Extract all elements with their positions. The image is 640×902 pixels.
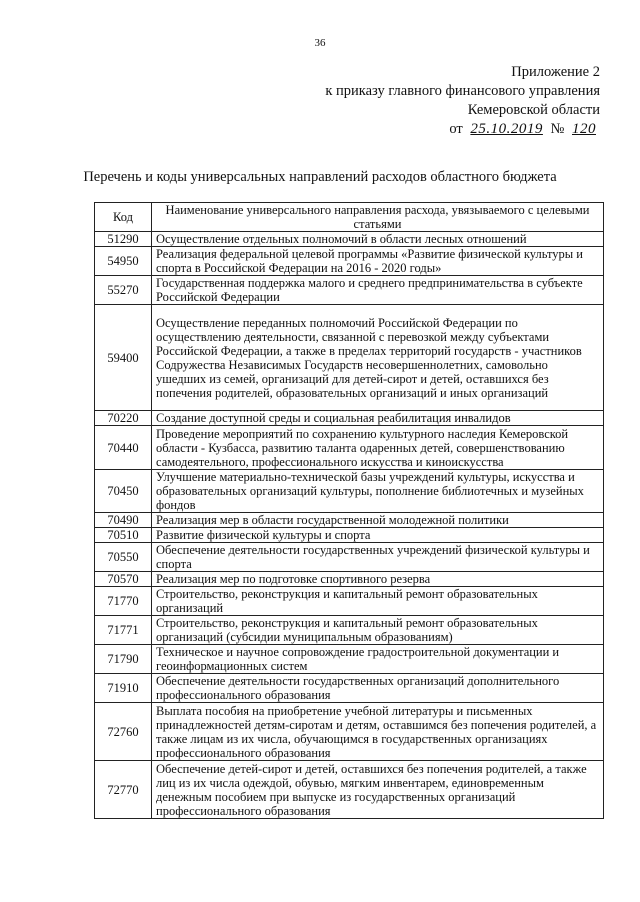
table-row <box>95 761 604 819</box>
row-name: Реализация мер по подготовке спортивного резерва <box>152 572 604 587</box>
row-name: Строительство, реконструкция и капитальный ремонт образовательных организаций <box>152 587 604 616</box>
row-code: 72760 <box>95 703 152 761</box>
row-name: Выплата пособия на приобретение учебной литературы и письменных принадлежностей детям-сиротам и детям, оставшимся без попечения родителей, а также лицам из их числа, обучающимся в государственных организациях профессионального образования <box>152 703 604 761</box>
table-row <box>95 645 604 674</box>
row-name: Осуществление переданных полномочий Российской Федерации по осуществлению деятельности, связанной с перевозкой между субъектами Российской Федерации, а также в пределах территорий государств - участников Содружества Независимых Государств несовершеннолетних, самовольно ушедших из семей, организаций для детей-сирот и детей, оставшихся без попечения родителей, образовательных организаций и иных организаций <box>152 305 604 411</box>
table-row <box>95 543 604 572</box>
table-row <box>95 674 604 703</box>
table-body <box>95 232 604 819</box>
table-row <box>95 616 604 645</box>
row-code: 70220 <box>95 411 152 426</box>
row-code: 71910 <box>95 674 152 703</box>
row-code: 70510 <box>95 528 152 543</box>
handwritten-number: 120 <box>572 121 596 137</box>
table-header-row <box>95 203 604 232</box>
row-name: Техническое и научное сопровождение градостроительной документации и геоинформационных систем <box>152 645 604 674</box>
row-name: Обеспечение деятельности государственных организаций дополнительного профессионального образования <box>152 674 604 703</box>
row-name: Развитие физической культуры и спорта <box>152 528 604 543</box>
appendix-order-line: к приказу главного финансового управления <box>325 83 600 99</box>
row-code: 54950 <box>95 247 152 276</box>
appendix-header <box>240 63 600 139</box>
row-code: 71770 <box>95 587 152 616</box>
row-code: 71790 <box>95 645 152 674</box>
table-row <box>95 426 604 470</box>
row-name: Создание доступной среды и социальная реабилитация инвалидов <box>152 411 604 426</box>
codes-table <box>94 202 604 819</box>
table-row <box>95 411 604 426</box>
row-code: 72770 <box>95 761 152 819</box>
row-name: Улучшение материально-технической базы учреждений культуры, искусства и образовательных организаций культуры, пополнение библиотечных и музейных фондов <box>152 470 604 513</box>
handwritten-date: 25.10.2019 <box>470 121 543 137</box>
row-name: Проведение мероприятий по сохранению культурного наследия Кемеровской области - Кузбасса, развитию таланта одаренных детей, совершенствованию самодеятельного, профессионального искусства и киноискусства <box>152 426 604 470</box>
appendix-date-line <box>240 120 600 139</box>
table-row <box>95 572 604 587</box>
row-code: 70570 <box>95 572 152 587</box>
appendix-title: Приложение 2 <box>511 64 600 80</box>
row-code: 59400 <box>95 305 152 411</box>
appendix-region-line: Кемеровской области <box>467 102 600 118</box>
table-row <box>95 587 604 616</box>
table-row <box>95 703 604 761</box>
row-name: Реализация мер в области государственной молодежной политики <box>152 513 604 528</box>
row-name: Строительство, реконструкция и капитальный ремонт образовательных организаций (субсидии муниципальным образованиям) <box>152 616 604 645</box>
table-row <box>95 470 604 513</box>
row-code: 55270 <box>95 276 152 305</box>
table-row <box>95 247 604 276</box>
row-name: Осуществление отдельных полномочий в области лесных отношений <box>152 232 604 247</box>
header-code: Код <box>95 203 152 232</box>
table-row <box>95 305 604 411</box>
row-code: 51290 <box>95 232 152 247</box>
row-name: Реализация федеральной целевой программы «Развитие физической культуры и спорта в Российской Федерации на 2016 - 2020 годы» <box>152 247 604 276</box>
table-row <box>95 528 604 543</box>
row-code: 70450 <box>95 470 152 513</box>
header-name: Наименование универсального направления расхода, увязываемого с целевыми статьями <box>152 203 604 232</box>
row-name: Обеспечение деятельности государственных учреждений физической культуры и спорта <box>152 543 604 572</box>
document-title: Перечень и коды универсальных направлений расходов областного бюджета <box>83 169 557 185</box>
row-code: 70490 <box>95 513 152 528</box>
row-code: 70550 <box>95 543 152 572</box>
table-row <box>95 513 604 528</box>
number-prefix: № <box>550 121 565 137</box>
date-prefix: от <box>449 121 463 137</box>
row-code: 71771 <box>95 616 152 645</box>
row-name: Государственная поддержка малого и среднего предпринимательства в субъекте Российской Федерации <box>152 276 604 305</box>
row-name: Обеспечение детей-сирот и детей, оставшихся без попечения родителей, а также лиц из их числа одеждой, обувью, мягким инвентарем, единовременным денежным пособием при выпуске из государственных организаций профессионального образования <box>152 761 604 819</box>
page-number: 36 <box>314 37 326 49</box>
table-row <box>95 232 604 247</box>
row-code: 70440 <box>95 426 152 470</box>
table-row <box>95 276 604 305</box>
